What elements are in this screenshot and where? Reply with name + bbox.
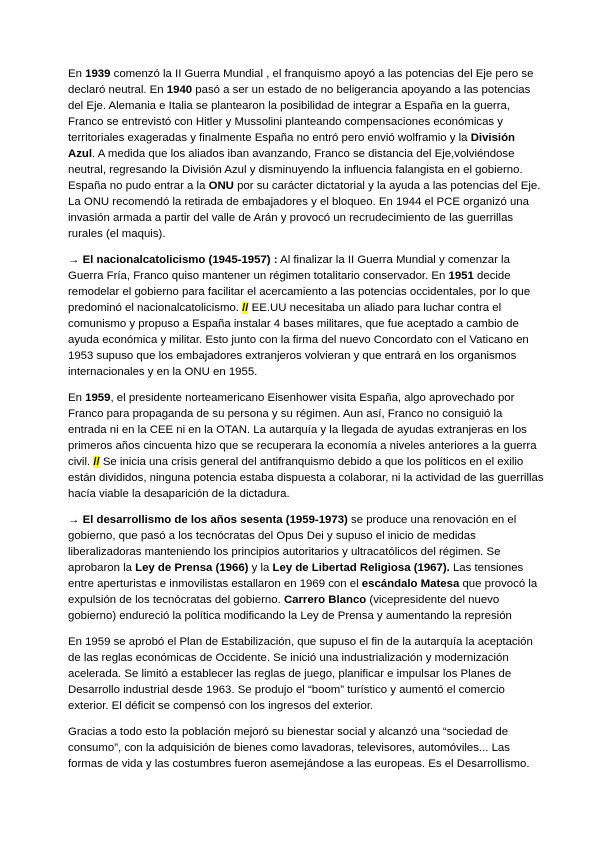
- paragraph-6: [68, 724, 544, 772]
- bold-text-run: 1940: [166, 84, 193, 96]
- paragraph-2: [68, 252, 544, 380]
- text-run: →: [68, 514, 83, 526]
- text-run: En: [68, 392, 86, 404]
- bold-text-run: 1959: [85, 392, 111, 404]
- text-run: Gracias a todo esto la población mejoró su bienestar social y alcanzó una “sociedad de consumo”, con la adquisición de bienes como lavadoras, televisores, automóviles... Las formas de vida y las costumbres fueron asemejándose a las europeas. Es el Desarrollismo.: [68, 726, 530, 770]
- text-run: . A medida que los aliados iban avanzando, Franco se distancia del Eje,volviéndose neutral, regresando la División Azul y disminuyendo la influencia falangista en el gobierno. España no pudo entrar a la: [68, 148, 523, 192]
- highlight-mark: //: [93, 456, 100, 468]
- bold-text-run: El nacionalcatolicismo (1945-1957) :: [82, 254, 278, 266]
- bold-text-run: Carrero Blanco: [283, 594, 367, 606]
- bold-text-run: Ley de Libertad Religiosa (1967).: [272, 562, 450, 574]
- bold-text-run: 1951: [448, 270, 474, 282]
- text-run: se produce una renovación en el gobierno, que pasó a los tecnócratas del Opus Dei y supuso el inicio de medidas liberalizadoras manteniendo los principios autoritarios y ultracatólicos del régimen. Se aprobaron la: [68, 514, 517, 574]
- text-run: que provocó la expulsión de los tecnócratas del gobierno.: [68, 578, 538, 606]
- text-run: En: [68, 68, 86, 80]
- text-run: EE.UU necesitaba un aliado para luchar contra el comunismo y propuso a España instalar 4 bases militares, que fue aceptado a cambio de ayuda económica y militar. Esto junto con la firma del nuevo Concordato con el Vaticano en 1953 supuso que los embajadores extranjeros volvieran y que entrará en los organismos internacionales y en la ONU en 1955.: [68, 302, 529, 378]
- document-text: [68, 66, 544, 772]
- paragraph-1: [68, 66, 544, 242]
- text-run: Las tensiones entre aperturistas e inmovilistas estallaron en 1969 con el: [68, 562, 524, 590]
- text-run: →: [68, 254, 83, 266]
- bold-text-run: División Azul: [68, 132, 515, 160]
- bold-text-run: escándalo Matesa: [361, 578, 460, 590]
- text-run: (vicepresidente del nuevo gobierno) endureció la política modificando la Ley de Prensa y aumentando la represión: [68, 594, 512, 622]
- text-run: decide remodelar el gobierno para facilitar el acercamiento a las potencias occidentales, por lo que predominó el nacionalcatolicismo.: [68, 270, 531, 314]
- bold-text-run: El desarrollismo de los años sesenta (1959-1973): [82, 514, 348, 526]
- text-run: En 1959 se aprobó el Plan de Estabilización, que supuso el fin de la autarquía la aceptación de las reglas económicas de Occidente. Se inició una industrialización y modernización acelerada. Se limitó a establecer las reglas de juego, planificar e impulsar los Planes de Desarrollo industrial desde 1963. Se produjo el “boom” turístico y aumentó el comercio exterior. El déficit se compensó con los ingresos del exterior.: [68, 636, 533, 712]
- highlight-mark: //: [242, 302, 249, 314]
- bold-text-run: ONU: [208, 180, 234, 192]
- text-run: Se inicia una crisis general del antifranquismo debido a que los políticos en el exilio están divididos, ninguna potencia estaba dispuesta a colaborar, ni la actividad de las guerrillas hacía viable la desaparición de la dictadura.: [68, 456, 544, 500]
- text-run: , el presidente norteamericano Eisenhower visita España, algo aprovechado por Franco para propaganda de su persona y su régimen. Aun así, Franco no consiguió la entrada ni en la CEE ni en la OTAN. La autarquía y la llegada de ayudas extranjeras en los primeros años cincuenta hizo que se recuperara la economía a niveles anteriores a la guerra civil.: [68, 392, 537, 468]
- bold-text-run: Ley de Prensa (1966): [135, 562, 249, 574]
- text-run: pasó a ser un estado de no beligerancia apoyando a las potencias del Eje. Alemania e Italia se plantearon la posibilidad de integrar a España en la guerra, Franco se entrevistó con Hitler y Mussolini planteando compensaciones económicas y territoriales exageradas y finalmente España no entró pero envió wolframio y la: [68, 84, 531, 144]
- text-run: comenzó la II Guerra Mundial , el franquismo apoyó a las potencias del Eje pero se declaró neutral. En: [68, 68, 534, 96]
- paragraph-4: [68, 512, 544, 624]
- bold-text-run: 1939: [85, 68, 111, 80]
- text-run: Al finalizar la II Guerra Mundial y comenzar la Guerra Fría, Franco quiso mantener un régimen totalitario conservador. En: [68, 254, 510, 282]
- text-run: por su carácter dictatorial y la ayuda a las potencias del Eje. La ONU recomendó la retirada de embajadores y el bloqueo. En 1944 el PCE organizó una invasión armada a partir del valle de Arán y provocó un recrudecimiento de las guerrillas rurales (el maquis).: [68, 180, 541, 240]
- text-run: y la: [248, 562, 273, 574]
- paragraph-5: [68, 634, 544, 714]
- paragraph-3: [68, 390, 544, 502]
